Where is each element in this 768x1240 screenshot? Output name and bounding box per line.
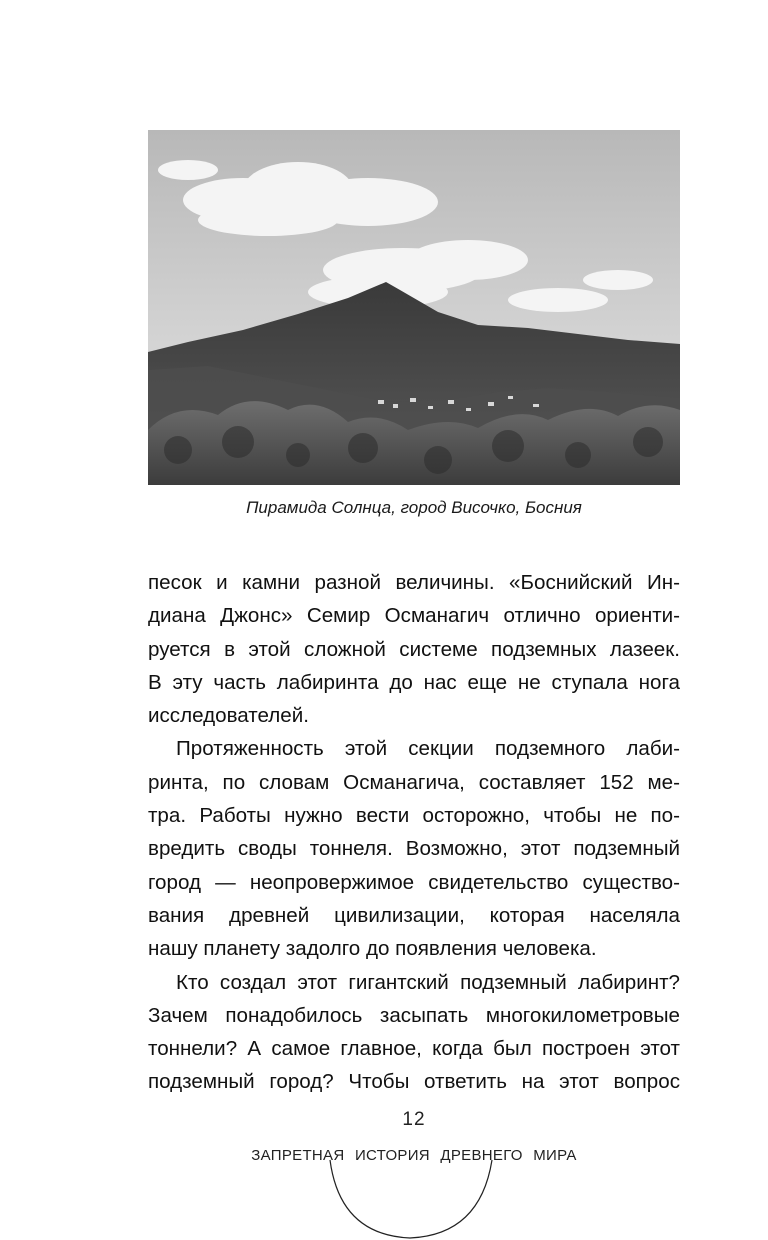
body-line: Зачем понадобилось засыпать многокилометровые [148, 1003, 680, 1027]
body-line: Кто создал этот гигантский подземный лабиринт? [176, 970, 680, 994]
body-line: В эту часть лабиринта до нас еще не ступала нога [148, 670, 680, 694]
body-line: город — неопровержимое свидетельство существо- [148, 870, 680, 894]
body-line: ринта, по словам Османагича, составляет 152 ме- [148, 770, 680, 794]
body-line: исследователей. [148, 704, 309, 728]
body-line: песок и камни разной величины. «Боснийский Ин- [148, 571, 680, 594]
body-line: нашу планету задолго до появления человека. [148, 937, 597, 961]
page-number: 12 [402, 1109, 426, 1130]
figure-caption: Пирамида Солнца, город Височко, Босния [246, 498, 582, 517]
pyramid-photo-drawing [148, 130, 680, 485]
pyramid-photo [148, 130, 680, 485]
body-text [148, 566, 680, 1099]
body-line: руется в этой сложной системе подземных лазеек. [148, 637, 680, 661]
body-line: Протяженность этой секции подземного лаби- [176, 737, 680, 761]
body-line: диана Джонс» Семир Османагич отлично ориенти- [148, 604, 680, 628]
body-line: вредить своды тоннеля. Возможно, этот подземный [148, 837, 680, 861]
body-line: вания древней цивилизации, которая населяла [148, 903, 680, 927]
body-line: тоннели? А самое главное, когда был построен этот [148, 1037, 680, 1061]
running-title: ЗАПРЕТНАЯ ИСТОРИЯ ДРЕВНЕГО МИРА [251, 1147, 577, 1164]
body-line: подземный город? Чтобы ответить на этот вопрос [148, 1070, 680, 1094]
body-line: тра. Работы нужно вести осторожно, чтобы не по- [148, 804, 680, 828]
footer-arc-ornament [300, 1150, 520, 1240]
